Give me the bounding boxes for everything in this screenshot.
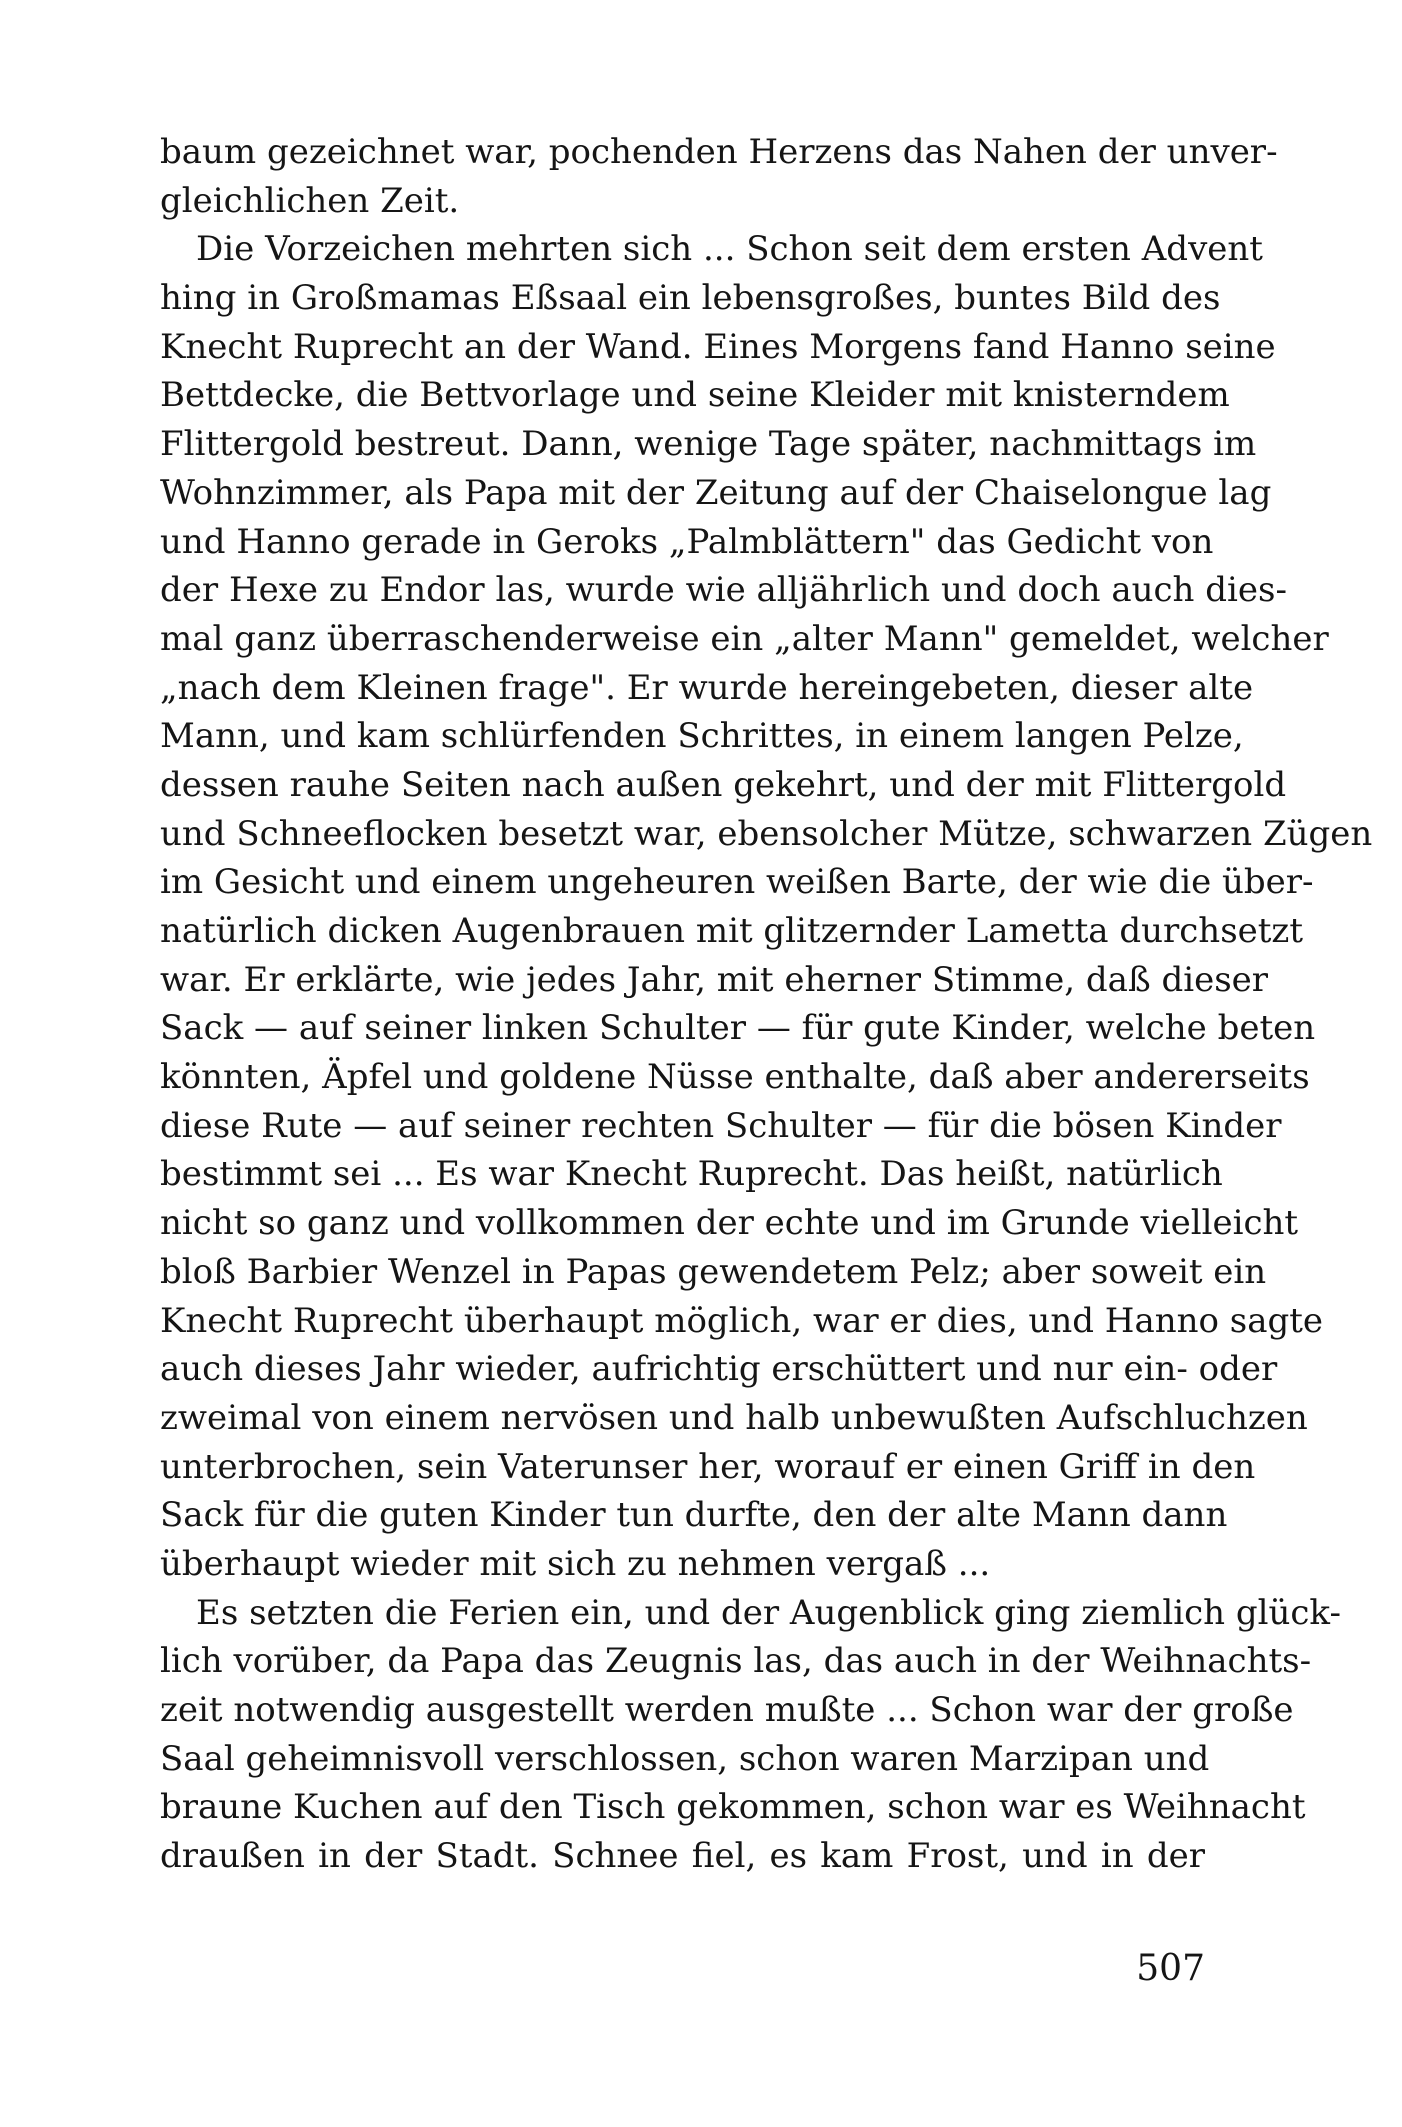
text-line: gleichlichen Zeit. [160,180,460,221]
text-line: nicht so ganz und vollkommen der echte und im Grunde vielleicht [160,1203,1299,1244]
text-line: könnten, Äpfel und goldene Nüsse enthalte, daß aber andererseits [160,1057,1310,1098]
text-line: zweimal von einem nervösen und halb unbewußten Aufschluchzen [160,1397,1308,1438]
text-line: der Hexe zu Endor las, wurde wie alljährlich und doch auch dies- [160,570,1287,611]
page-number: 507 [1136,1948,1205,1989]
text-line-paragraph-start: Es setzten die Ferien ein, und der Augenblick ging ziemlich glück- [196,1592,1341,1633]
text-line: Sack — auf seiner linken Schulter — für gute Kinder, welche beten [160,1008,1316,1049]
text-line: bloß Barbier Wenzel in Papas gewendetem Pelz; aber soweit ein [160,1251,1267,1292]
text-line: mal ganz überraschenderweise ein „alter Mann" gemeldet, welcher [160,618,1329,659]
text-line: bestimmt sei ... Es war Knecht Ruprecht. Das heißt, natürlich [160,1154,1223,1195]
text-line: und Schneeflocken besetzt war, ebensolcher Mütze, schwarzen Zügen [160,813,1373,854]
text-line: und Hanno gerade in Geroks „Palmblättern" das Gedicht von [160,521,1214,562]
text-line: Sack für die guten Kinder tun durfte, den der alte Mann dann [160,1495,1228,1536]
text-line: baum gezeichnet war, pochenden Herzens das Nahen der unver- [160,132,1278,172]
text-line: Knecht Ruprecht an der Wand. Eines Morgens fand Hanno seine [160,326,1276,367]
text-line: Flittergold bestreut. Dann, wenige Tage später, nachmittags im [160,424,1257,465]
text-line: lich vorüber, da Papa das Zeugnis las, das auch in der Weihnachts- [160,1641,1312,1682]
text-line: Bettdecke, die Bettvorlage und seine Kleider mit knisterndem [160,375,1230,416]
text-line: dessen rauhe Seiten nach außen gekehrt, und der mit Flittergold [160,764,1287,805]
text-line: hing in Großmamas Eßsaal ein lebensgroßes, buntes Bild des [160,278,1221,319]
text-line: Saal geheimnisvoll verschlossen, schon waren Marzipan und [160,1738,1210,1779]
text-line: unterbrochen, sein Vaterunser her, worauf er einen Griff in den [160,1446,1256,1487]
text-line: überhaupt wieder mit sich zu nehmen vergaß ... [160,1543,991,1584]
text-line: braune Kuchen auf den Tisch gekommen, schon war es Weihnacht [160,1787,1306,1828]
text-line: war. Er erklärte, wie jedes Jahr, mit eherner Stimme, daß dieser [160,959,1269,1000]
text-line: Mann, und kam schlürfenden Schrittes, in einem langen Pelze, [160,716,1244,757]
text-line: im Gesicht und einem ungeheuren weißen Barte, der wie die über- [160,862,1314,903]
text-line: auch dieses Jahr wieder, aufrichtig erschüttert und nur ein- oder [160,1349,1278,1390]
text-line-paragraph-start: Die Vorzeichen mehrten sich ... Schon seit dem ersten Advent [196,229,1263,270]
text-line: diese Rute — auf seiner rechten Schulter — für die bösen Kinder [160,1105,1282,1146]
text-line: Wohnzimmer, als Papa mit der Zeitung auf der Chaiselongue lag [160,472,1272,513]
text-line: zeit notwendig ausgestellt werden mußte ... Schon war der große [160,1690,1294,1730]
text-line: draußen in der Stadt. Schnee fiel, es kam Frost, und in der [160,1836,1205,1877]
text-line: „nach dem Kleinen frage". Er wurde hereingebeten, dieser alte [160,667,1254,708]
body-text [160,128,1373,1881]
text-line: natürlich dicken Augenbrauen mit glitzernder Lametta durchsetzt [160,911,1304,951]
text-line: Knecht Ruprecht überhaupt möglich, war er dies, und Hanno sagte [160,1300,1324,1341]
